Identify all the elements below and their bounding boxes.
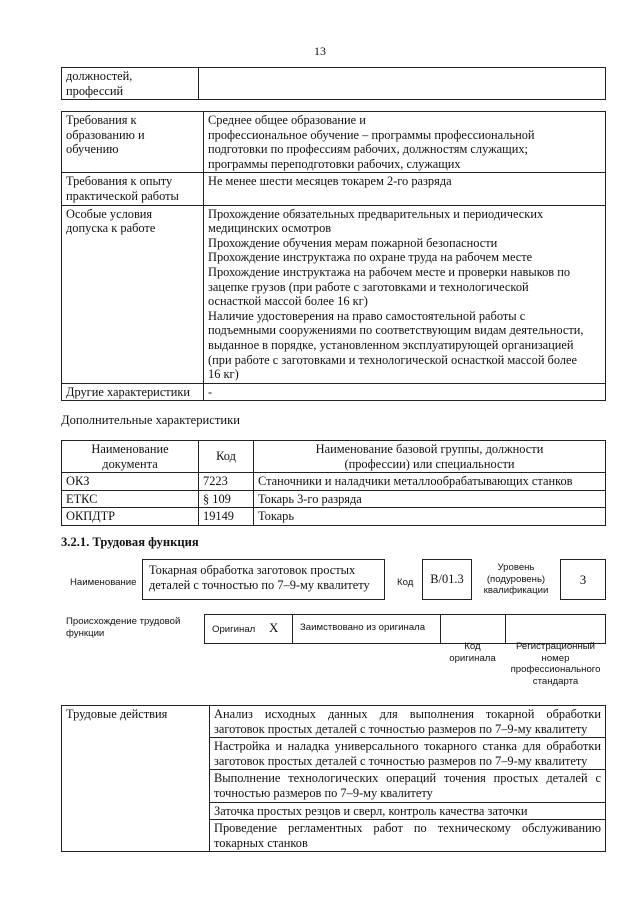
label-line: Требования к опыту (66, 174, 173, 189)
row-label (62, 205, 204, 383)
value-line: подъемными сооружениями по соответствующим видам деятельности, (208, 323, 584, 338)
header-line: документа (102, 456, 158, 471)
cell-name: Станочники и наладчики металлообрабатывающих станков (254, 473, 606, 491)
section-heading: 3.2.1. Трудовая функция (61, 535, 199, 549)
divider (505, 614, 506, 644)
original-mark: X (269, 620, 279, 635)
original-label: Оригинал (212, 624, 256, 635)
value-line: профессиональное обучение – программы профессиональной (208, 127, 535, 142)
table-row (62, 173, 606, 205)
additional-table (61, 440, 606, 526)
label-line: образованию и (66, 127, 145, 142)
value-line: подготовки по профессиям рабочих, должностям служащих; (208, 142, 528, 157)
row-value (204, 173, 606, 205)
action-item (210, 738, 606, 770)
labor-actions-table (61, 705, 606, 852)
cell-name: Токарь 3-го разряда (254, 490, 606, 508)
label-line: Особые условия (66, 206, 153, 221)
label-line: Требования к (66, 113, 137, 127)
table-header-row (62, 441, 606, 473)
action-line: точностью размеров по 7–9-му квалитету (214, 785, 433, 800)
caption-line: Регистрационный (515, 641, 596, 652)
level-label-line: (подуровень) (486, 573, 546, 585)
origin-code-caption (440, 641, 505, 664)
header-name (254, 441, 606, 473)
cell-doc: ОКЗ (62, 473, 199, 491)
value-line: Прохождение обязательных предварительных и периодических (208, 206, 544, 221)
action-line: Заточка простых резцов и сверл, контроль качества заточки (214, 803, 528, 818)
reg-number-caption (505, 641, 606, 687)
action-line: Анализ исходных данных для выполнения токарной обработки (214, 707, 601, 721)
table-row (62, 490, 606, 508)
caption-line: стандарта (532, 675, 579, 687)
value-line: Среднее общее образование и (208, 113, 366, 127)
row-value (204, 383, 606, 401)
requirements-table (61, 111, 606, 401)
level-label (478, 562, 554, 597)
action-line: Выполнение технологических операций точения простых деталей с (214, 771, 601, 786)
value-line: Не менее шести месяцев токарем 2-го разряда (208, 174, 452, 189)
value-line: выданное в порядке, установленном эксплуатирующей организацией (208, 337, 574, 352)
table-row (62, 383, 606, 401)
level-label-line: Уровень (497, 562, 535, 573)
additional-title: Дополнительные характеристики (61, 413, 240, 427)
label-line: должностей, (66, 69, 133, 83)
function-name-line: деталей с точностью по 7–9-му квалитету (149, 578, 370, 592)
label-line: допуска к работе (66, 221, 156, 236)
action-line: заготовок простых деталей с точностью размеров по 7–9-му квалитету (214, 721, 588, 736)
cell-code: § 109 (199, 490, 254, 508)
code-label: Код (397, 577, 414, 588)
caption-line: профессионального (510, 664, 601, 675)
table-row (62, 112, 606, 173)
action-item (210, 706, 606, 738)
value-line: Прохождение инструктажа по охране труда на рабочем месте (208, 250, 533, 265)
label-line: профессий (66, 83, 124, 98)
cell-code: 7223 (199, 473, 254, 491)
action-line: токарных станков (214, 835, 308, 850)
origin-label-line: функции (66, 627, 105, 639)
function-name-box (142, 559, 385, 600)
row-value (199, 68, 606, 100)
level-value-box: 3 (560, 559, 606, 600)
divider (440, 614, 441, 644)
action-item (210, 820, 606, 852)
value-line: Прохождение инструктажа на рабочем месте и проверки навыков по (208, 264, 571, 279)
row-label (62, 68, 199, 100)
cell-name: Токарь (254, 508, 606, 526)
level-label-line: квалификации (483, 585, 549, 596)
action-line: Настройка и наладка универсального токарного станка для обработки (214, 739, 601, 754)
row-value (204, 112, 606, 173)
function-name-line: Токарная обработка заготовок простых (149, 563, 356, 577)
value-line: (при работе с заготовками и технологической оснасткой массой более (208, 352, 578, 367)
caption-line: оригинала (449, 652, 496, 664)
header-line: (профессии) или специальности (344, 456, 515, 471)
label-line: Другие характеристики (66, 384, 191, 399)
table-row (62, 706, 606, 738)
header-code: Код (199, 441, 254, 473)
row-value (204, 205, 606, 383)
borrowed-label: Заимствовано из оригинала (300, 622, 426, 633)
cell-doc: ОКПДТР (62, 508, 199, 526)
table-row (62, 205, 606, 383)
name-label: Наименование (70, 577, 137, 588)
value-line: Прохождение обучения мерам пожарной безопасности (208, 235, 498, 250)
actions-label: Трудовые действия (62, 706, 210, 852)
cell-doc: ЕТКС (62, 490, 199, 508)
header-doc (62, 441, 199, 473)
label-line: обучению (66, 142, 119, 157)
table-row (62, 473, 606, 491)
caption-line: номер (541, 652, 570, 664)
origin-label-line: Происхождение трудовой (66, 616, 181, 627)
value-line: зацепке грузов (при работе с заготовками и технологической (208, 279, 529, 294)
row-label (62, 173, 204, 205)
action-item (210, 770, 606, 802)
page-number: 13 (314, 44, 326, 58)
header-line: Наименование базовой группы, должности (315, 442, 544, 456)
code-value-box: В/01.3 (422, 559, 472, 600)
action-line: заготовок простых деталей с точностью размеров по 7–9-му квалитету (214, 753, 588, 768)
value-line: 16 кг) (208, 367, 239, 382)
value-line: Наличие удостоверения на право самостоятельной работы с (208, 308, 526, 323)
action-line: Проведение регламентных работ по техническому обслуживанию (214, 821, 601, 836)
cell-code: 19149 (199, 508, 254, 526)
caption-line: Код (464, 641, 481, 652)
header-line: Наименование (91, 442, 169, 456)
label-line: практической работы (66, 188, 179, 203)
action-item (210, 802, 606, 820)
table-row (62, 508, 606, 526)
row-label (62, 383, 204, 401)
value-line: оснасткой массой более 16 кг) (208, 294, 368, 309)
origin-label (66, 616, 180, 639)
row-label (62, 112, 204, 173)
value-line: медицинских осмотров (208, 221, 332, 236)
continuation-table (61, 67, 606, 100)
divider (292, 614, 293, 644)
table-row (62, 68, 606, 100)
value-line: - (208, 384, 213, 399)
value-line: программы переподготовки рабочих, служащих (208, 156, 461, 171)
